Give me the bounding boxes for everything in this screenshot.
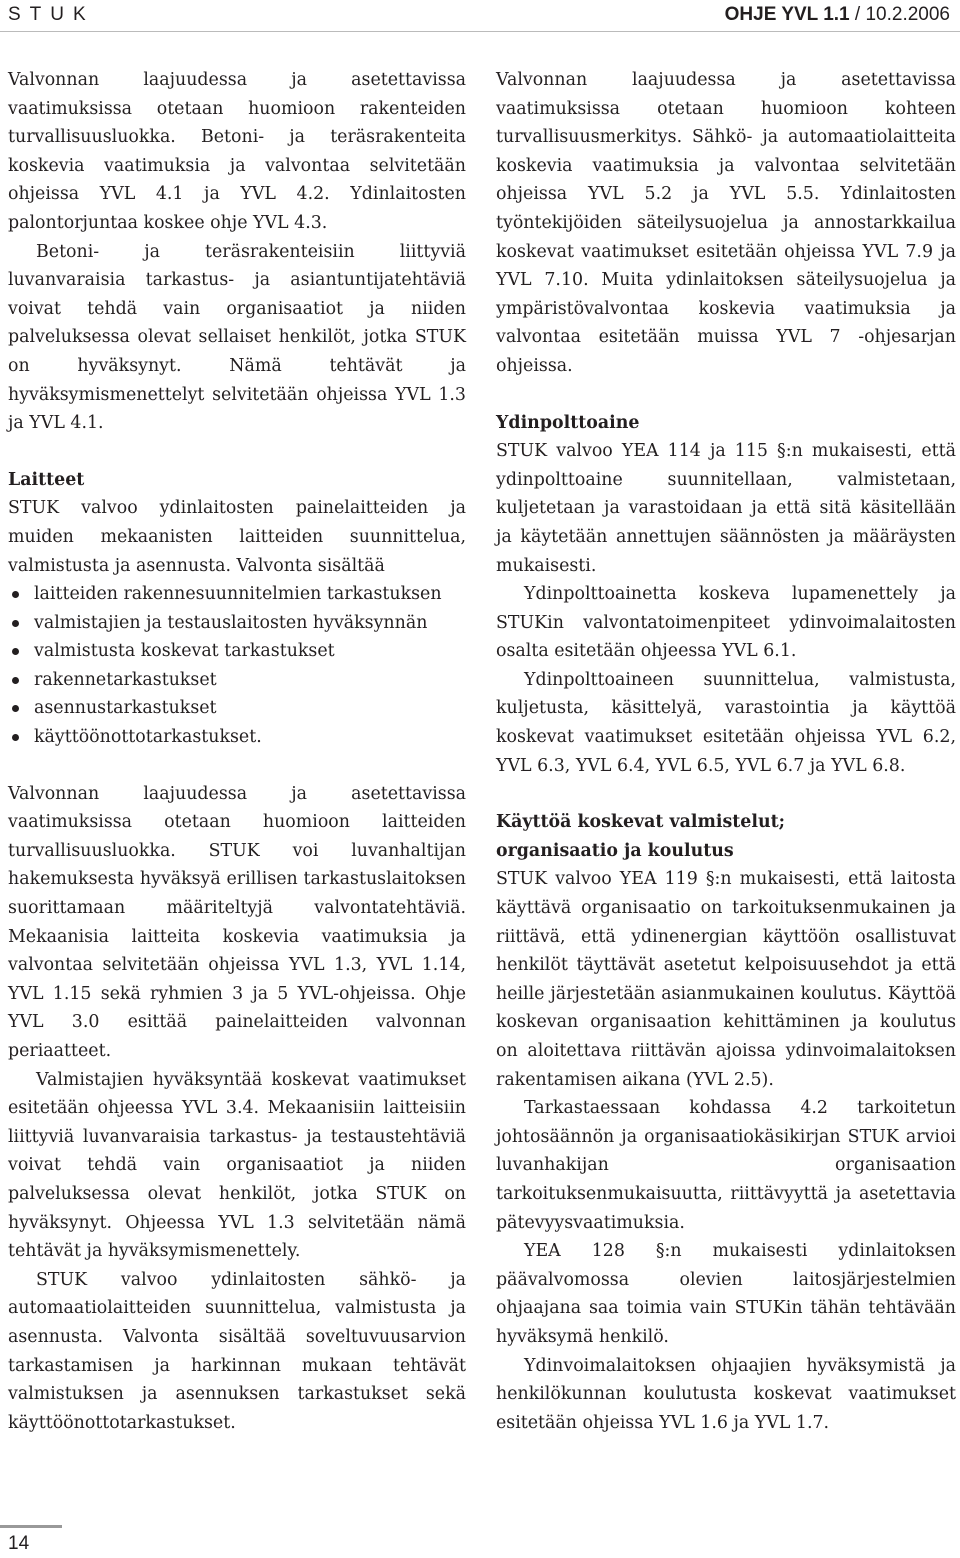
- paragraph: Valmistajien hyväksyntää koskevat vaatimukset esitetään ohjeessa YVL 3.4. Mekaanisiin laitteisiin liittyviä luvanvaraisia tarkastus- ja testaustehtäviä voivat tehdä vain organisaatiot ja niiden palveluksessa olevat henkilöt, jotka STUK on hyväksynyt. Ohjeessa YVL 1.3 selvitetään nämä tehtävät ja hyväksymismenettely.: [8, 1069, 466, 1262]
- paragraph: YEA 128 §:n mukaisesti ydinlaitoksen päävalvomossa olevien laitosjärjestelmien ohjaajana saa toimia vain STUKin tähän tehtävään hyväksymä henkilö.: [496, 1241, 956, 1347]
- paragraph: Ydinvoimalaitoksen ohjaajien hyväksymistä ja henkilökunnan koulutusta koskevat vaatimukset esitetään ohjeissa YVL 1.6 ja YVL 1.7.: [496, 1355, 956, 1433]
- list-item: käyttöönottotarkastukset.: [8, 723, 466, 752]
- paragraph: STUK valvoo ydinlaitosten sähkö- ja automaatiolaitteiden suunnittelua, valmistusta ja asennusta. Valvonta sisältää soveltuvuusarvion tarkastamisen ja harkinnan mukaan tehtävät valmistuksen ja asennuksen tarkastukset sekä käyttöönottotarkastukset.: [8, 1269, 466, 1433]
- bullet-list: [8, 580, 466, 752]
- paragraph: STUK valvoo YEA 119 §:n mukaisesti, että laitosta käyttävä organisaatio on tarkoituksenmukainen ja riittävä, että ydinenergian käyttöön osallistuvat henkilöt täyttävät asetetut kelpoisuusehdot ja että heille järjestetään asianmukainen koulutus. Käyttöä koskevan organisaation kehittäminen ja koulutus on aloitettava riittävän ajoissa ydinvoimalaitoksen rakentamisen aikana (YVL 2.5).: [496, 869, 956, 1090]
- section-heading-kaytto: [496, 808, 956, 865]
- heading-line: organisaatio ja koulutus: [496, 840, 734, 861]
- document-reference: [725, 4, 950, 26]
- publisher-name: STUK: [8, 4, 95, 25]
- paragraph: Valvonnan laajuudessa ja asetettavissa vaatimuksissa otetaan huomioon kohteen turvallisuusmerkitys. Sähkö- ja automaatiolaitteita koskevia vaatimuksia ja valvontaa selvitetään ohjeissa YVL 5.2 ja YVL 5.5. Ydinlaitosten työntekijöiden säteilysuojelua ja annostarkkailua koskevat vaatimukset esitetään ohjeissa YVL 7.9 ja YVL 7.10. Muita ydinlaitoksen säteilysuojelua ja ympäristövalvontaa koskevia vaatimuksia ja valvontaa esitetään muissa YVL 7 -ohjesarjan ohjeissa.: [496, 70, 956, 376]
- heading-line: Käyttöä koskevat valmistelut;: [496, 812, 786, 833]
- paragraph: Ydinpolttoaineen suunnittelua, valmistusta, kuljetusta, käsittelyä, varastointia ja käyttöä koskevat vaatimukset esitetään ohjeissa YVL 6.2, YVL 6.3, YVL 6.4, YVL 6.5, YVL 6.7 ja YVL 6.8.: [496, 669, 956, 776]
- footer-divider: [0, 1525, 62, 1528]
- page-number: 14: [8, 1533, 30, 1554]
- paragraph: Valvonnan laajuudessa ja asetettavissa vaatimuksissa otetaan huomioon rakenteiden turvallisuusluokka. Betoni- ja teräsrakenteita koskevia vaatimuksia ja valvontaa selvitetään ohjeissa YVL 4.1 ja YVL 4.2. Ydinlaitosten palontorjuntaa koskee ohje YVL 4.3.: [8, 70, 466, 233]
- left-column: [8, 66, 466, 1437]
- paragraph: Ydinpolttoainetta koskeva lupamenettely ja STUKin valvontatoimenpiteet ydinvoimalaitosten osalta esitetään ohjeessa YVL 6.1.: [496, 584, 956, 662]
- paragraph: STUK valvoo ydinlaitosten painelaitteiden ja muiden mekaanisten laitteiden suunnittelua, valmistusta ja asennusta. Valvonta sisältää: [8, 498, 466, 576]
- paragraph: Betoni- ja teräsrakenteisiin liittyviä luvanvaraisia tarkastus- ja asiantuntijatehtäviä voivat tehdä vain organisaatiot ja niiden palveluksessa olevat sellaiset henkilöt, jotka STUK on hyväksynyt. Nämä tehtävät ja hyväksymismenettelyt selvitetään ohjeissa YVL 1.3 ja YVL 4.1.: [8, 241, 466, 434]
- section-heading-ydinpolttoaine: Ydinpolttoaine: [496, 412, 640, 433]
- header-divider: [0, 31, 960, 32]
- document-date: / 10.2.2006: [854, 4, 950, 25]
- list-item: valmistajien ja testauslaitosten hyväksynnän: [8, 609, 466, 638]
- paragraph: Valvonnan laajuudessa ja asetettavissa vaatimuksissa otetaan huomioon laitteiden turvallisuusluokka. STUK voi luvanhaltijan hakemuksesta hyväksyä erillisen tarkastuslaitoksen suorittamaan määriteltyjä valvontatehtäviä. Mekaanisia laitteita koskevia vaatimuksia ja valvontaa selvitetään ohjeissa YVL 1.3, YVL 1.14, YVL 1.15 sekä ryhmien 3 ja 5 YVL-ohjeissa. Ohje YVL 3.0 esittää painelaitteiden valvonnan periaatteet.: [8, 783, 466, 1061]
- right-column: [496, 66, 956, 1437]
- document-id: OHJE YVL 1.1: [724, 4, 850, 25]
- list-item: laitteiden rakennesuunnitelmien tarkastuksen: [8, 580, 466, 609]
- list-item: valmistusta koskevat tarkastukset: [8, 637, 466, 666]
- list-item: asennustarkastukset: [8, 694, 466, 723]
- paragraph: STUK valvoo YEA 114 ja 115 §:n mukaisesti, että ydinpolttoaine suunnitellaan, valmistetaan, kuljetetaan ja varastoidaan ja että sitä käsitellään ja käytetään annettujen säännösten ja määräysten mukaisesti.: [496, 441, 956, 576]
- section-heading-laitteet: Laitteet: [8, 469, 85, 490]
- paragraph: Tarkastaessaan kohdassa 4.2 tarkoitetun johtosäännön ja organisaatiokäsikirjan STUK arvioi luvanhakijan organisaation tarkoituksenmukaisuutta, riittävyyttä ja asetettavia pätevyysvaatimuksia.: [496, 1098, 956, 1233]
- list-item: rakennetarkastukset: [8, 666, 466, 695]
